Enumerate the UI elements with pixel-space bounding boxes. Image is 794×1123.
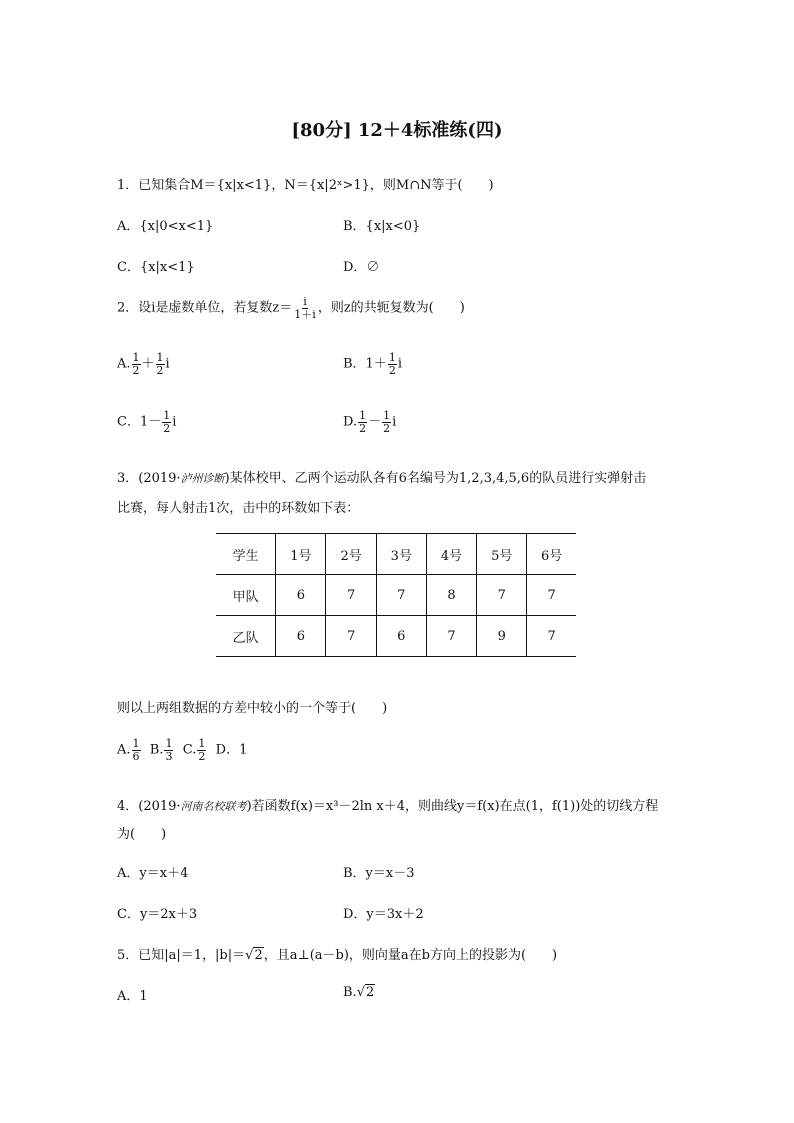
q3-source: 泸州诊断 <box>180 472 225 485</box>
table-header-cell: 5号 <box>477 534 527 575</box>
q1-option-b: B．{x|x<0} <box>343 219 421 234</box>
table-cell: 7 <box>376 575 426 616</box>
table-cell: 7 <box>326 616 376 657</box>
q3-b-label: B. <box>149 742 164 758</box>
table-cell: 9 <box>477 616 527 657</box>
table-header-cell: 1号 <box>276 534 326 575</box>
table-row <box>216 575 576 616</box>
q2-fraction <box>293 296 317 320</box>
q2-d-label: D. <box>343 414 358 430</box>
q3-stem-line2: 比赛，每人射击1次，击中的环数如下表： <box>117 501 360 516</box>
q3-stem-line1: 3．(2019·泸州诊断)某体校甲、乙两个运动队各有6名编号为1,2,3,4,5,6的队员进行实弹射击 <box>117 471 647 486</box>
q2-option-a: A. $\frac{1}{2}$ ＋ $\frac{1}{2}$ i <box>117 351 170 377</box>
q2-frac-num: i <box>303 295 307 308</box>
table-row <box>216 616 576 657</box>
q3-question: 则以上两组数据的方差中较小的一个等于( ) <box>117 701 388 716</box>
sqrt-icon: √2 <box>356 985 375 1000</box>
q3-a-frac: $\frac{1}{6}$ <box>132 737 140 763</box>
q4-stem-line1: 4．(2019·河南名校联考)若函数f(x)＝x³－2ln x＋4，则曲线y＝f(x)在点(1，f(1))处的切线方程 <box>117 799 659 814</box>
table-cell: 7 <box>527 616 576 657</box>
table-cell: 6 <box>276 575 326 616</box>
q2-b-frac: $\frac{1}{2}$ <box>388 351 396 377</box>
q2-a-label: A. <box>117 356 131 372</box>
table-cell: 甲队 <box>216 575 276 616</box>
q4-option-c: C．y＝2x＋3 <box>117 907 198 922</box>
table-cell: 8 <box>426 575 476 616</box>
q1-stem: 1．已知集合M＝{x|x<1}，N＝{x|2ˣ>1}，则M∩N等于( ) <box>117 178 494 193</box>
q2-option-c: C．1－ $\frac{1}{2}$ i <box>117 409 177 435</box>
table-cell: 7 <box>426 616 476 657</box>
q3-options <box>117 738 247 762</box>
score-table <box>216 533 576 657</box>
table-header-cell: 学生 <box>216 534 276 575</box>
table-cell: 6 <box>276 616 326 657</box>
q5-option-a: A．1 <box>117 989 148 1004</box>
table-header-cell: 3号 <box>376 534 426 575</box>
q3-d-option: D．1 <box>215 742 248 758</box>
table-cell: 7 <box>527 575 576 616</box>
q4-stem-line2: 为( ) <box>117 827 167 842</box>
page-title: [80分] 12＋4标准练(四) <box>291 120 503 141</box>
table-header-row <box>216 534 576 575</box>
table-cell: 7 <box>326 575 376 616</box>
table-header-cell: 6号 <box>527 534 576 575</box>
q1-option-a: A．{x|0<x<1} <box>117 219 214 234</box>
q2-stem-prefix: 2．设i是虚数单位，若复数z＝ <box>117 300 293 316</box>
table-cell: 乙队 <box>216 616 276 657</box>
q1-option-d: D．∅ <box>343 260 380 275</box>
q2-a-frac1: $\frac{1}{2}$ <box>132 351 140 377</box>
q3-c-label: C. <box>182 742 197 758</box>
q2-stem-suffix: ，则z的共轭复数为( ) <box>317 300 465 316</box>
q2-d-frac2: $\frac{1}{2}$ <box>383 409 391 435</box>
table-header-cell: 4号 <box>426 534 476 575</box>
table-header-cell: 2号 <box>326 534 376 575</box>
q4-option-b: B．y＝x－3 <box>343 866 415 881</box>
q2-d-frac1: $\frac{1}{2}$ <box>359 409 367 435</box>
q2-stem <box>117 296 465 320</box>
q2-b-label: B．1＋ <box>343 356 387 372</box>
q4-source: 河南名校联考 <box>180 800 247 813</box>
q2-c-label: C．1－ <box>117 414 162 430</box>
q2-option-d: D. $\frac{1}{2}$ － $\frac{1}{2}$ i <box>343 409 397 435</box>
q3-b-frac: $\frac{1}{3}$ <box>165 737 173 763</box>
table-cell: 7 <box>477 575 527 616</box>
q2-a-frac2: $\frac{1}{2}$ <box>156 351 164 377</box>
q5-stem: 5．已知|a|＝1，|b|＝√2，且a⊥(a－b)，则向量a在b方向上的投影为( ) <box>117 948 558 963</box>
q4-option-d: D．y＝3x＋2 <box>343 907 424 922</box>
q1-option-c: C．{x|x<1} <box>117 260 195 275</box>
q2-c-frac: $\frac{1}{2}$ <box>163 409 171 435</box>
q3-c-frac: $\frac{1}{2}$ <box>198 737 206 763</box>
q5-option-b: B.√2 <box>343 985 375 1000</box>
sqrt-icon: √2 <box>245 948 263 963</box>
q2-frac-den: 1＋i <box>294 307 316 321</box>
table-cell: 6 <box>376 616 426 657</box>
q3-a-label: A. <box>117 742 131 758</box>
q4-option-a: A．y＝x＋4 <box>117 866 189 881</box>
q2-option-b: B．1＋ $\frac{1}{2}$ i <box>343 351 402 377</box>
